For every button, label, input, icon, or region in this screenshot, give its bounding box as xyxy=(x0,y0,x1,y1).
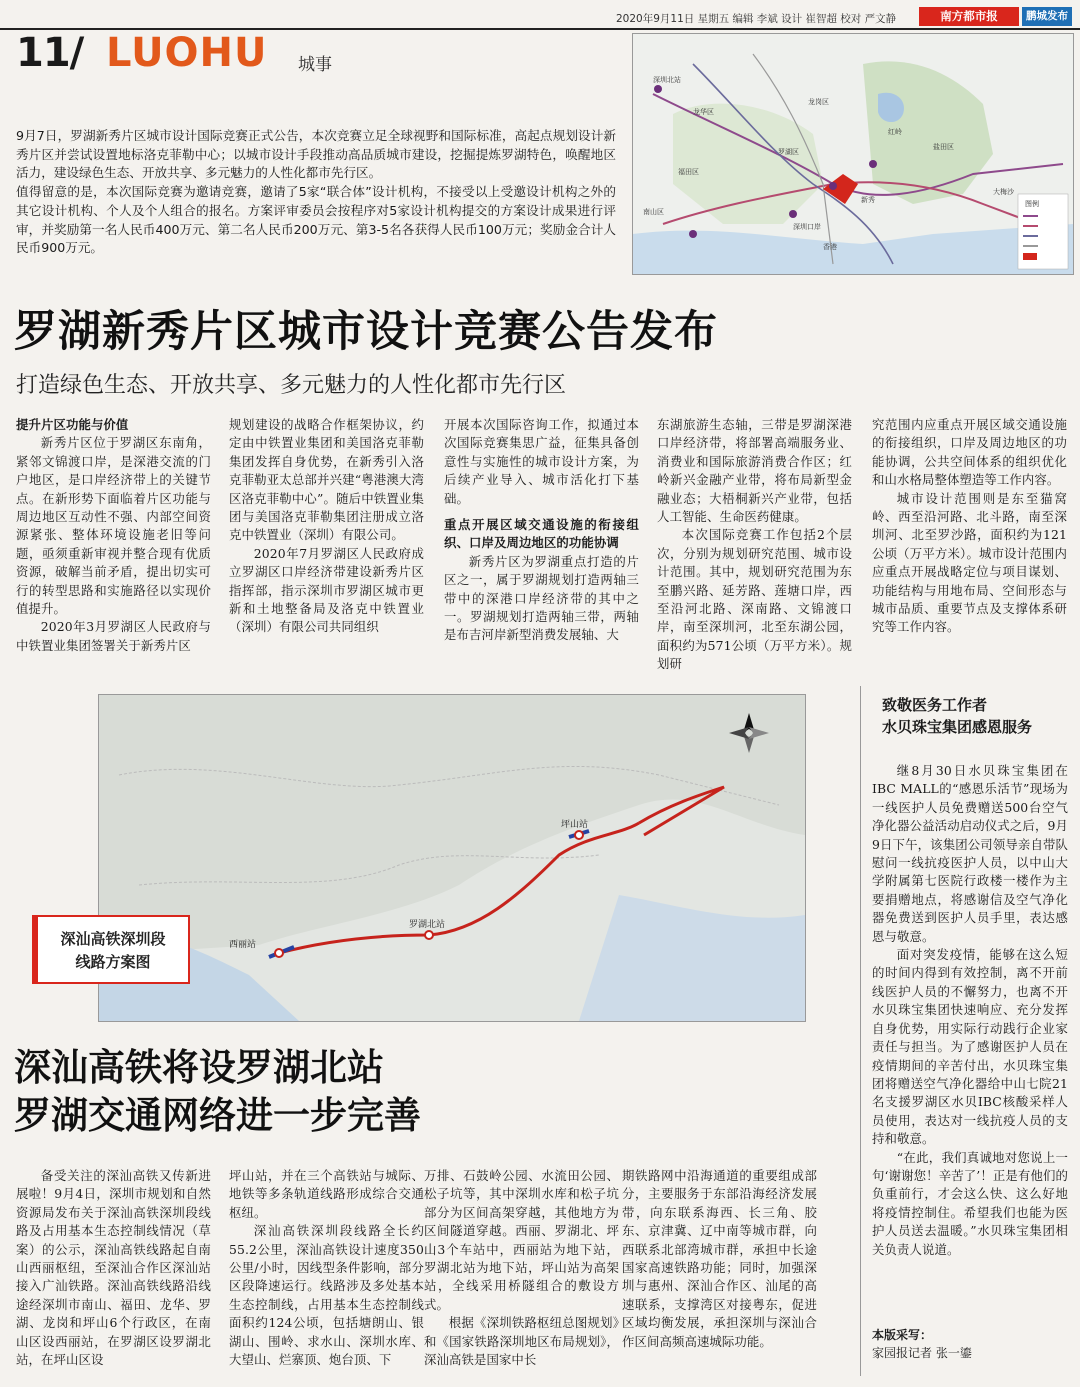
article1-column xyxy=(229,416,424,637)
section-label: 城事 xyxy=(298,55,332,75)
article2-column xyxy=(16,1167,211,1369)
map-node xyxy=(789,210,797,218)
section-heading: 重点开展区域交通设施的衔接组织、口岸及周边地区的功能协调 xyxy=(444,517,639,551)
map-node xyxy=(829,182,837,190)
headline-line: 深汕高铁将设罗湖北站 xyxy=(14,1046,384,1089)
map-label: 南山区 xyxy=(643,208,664,216)
station-label: 坪山站 xyxy=(561,820,589,830)
issue-weekday: 星期五 xyxy=(697,13,730,25)
sidebar-body xyxy=(872,762,1068,1259)
article2-column xyxy=(229,1167,424,1369)
sidebar-title xyxy=(882,694,1072,738)
paragraph: 期铁路网中沿海通道的重要组成部分，主要服务于东部沿海经济发展带，向东联系海西、长三角、胶东、京津冀、辽中南等城市群，向西联系北部湾城市群，承担中长途国家高速铁路功能；同时，加强深圳与惠州、深汕合作区、汕尾的高速联系，支撑湾区对接粤东，促进区域均衡发展，承担深圳与深汕合作区间高频高速城际功能。 xyxy=(622,1168,817,1349)
district-map-svg xyxy=(633,34,1073,274)
rail-map-caption xyxy=(32,915,190,984)
article1-column xyxy=(16,416,211,655)
article1-column xyxy=(872,416,1067,637)
paragraph: 继8月30日水贝珠宝集团在IBC MALL的“感恩乐活节”现场为一线医护人员免费赠送500台空气净化器公益活动启动仪式之后，9月9日下午，该集团公司领导亲自带队慰问一线抗疫医护人员，以中山大学附属第七医院行政楼一楼作为主要捐赠地点，将感谢信及空气净化器免费送到医护人员手里，表达感恩与敬意。 xyxy=(872,763,1068,944)
article2-headline xyxy=(14,1044,421,1140)
legend-title: 图例 xyxy=(1025,200,1039,208)
article1-subhead: 打造绿色生态、开放共享、多元魅力的人性化都市先行区 xyxy=(16,373,567,398)
brand-logo: 南方都市报 xyxy=(919,7,1019,26)
map-label: 香港 xyxy=(823,243,837,251)
map-label: 福田区 xyxy=(678,168,699,176)
paragraph: 面对突发疫情，能够在这么短的时间内得到有效控制，离不开前线医护人员的不懈努力，也离不开水贝珠宝集团快速响应、充分发挥自身优势，用实际行动践行企业家责任与担当。为了感谢医护人员在疫情期间的辛苦付出，水贝珠宝集团将赠送空气净化器给中山七院21名支援罗湖区水贝IBC核酸采样人员使用，表达对一线抗疫人员的支持和敬意。 xyxy=(872,947,1068,1147)
byline-name: 家园报记者 张一鎏 xyxy=(872,1346,972,1360)
paragraph: 2020年7月罗湖区人民政府成立罗湖区口岸经济带建设新秀片区指挥部，指示深圳市罗湖区城市更新和土地整备局及洛克中铁置业（深圳）有限公司共同组织 xyxy=(229,545,424,635)
map-node xyxy=(689,230,697,238)
caption-line: 深汕高铁深圳段 xyxy=(60,929,166,948)
map-label: 龙华区 xyxy=(693,108,714,116)
map-label: 深圳北站 xyxy=(653,76,681,84)
paragraph: 本次国际竞赛工作包括2个层次，分别为规划研究范围、城市设计范围。其中，规划研究范围为东至鹏兴路、延芳路、莲塘口岸，西至沿河北路、深南路、文锦渡口岸，南至深圳河，北至东湖公园，面积约为571公顷（万平方米）。规划研 xyxy=(657,527,852,672)
page-header xyxy=(16,30,376,84)
paragraph: 备受关注的深汕高铁又传新进展啦！9月4日，深圳市规划和自然资源局发布关于深汕高铁深圳段线路及占用基本生态控制线情况（草案）的公示，深汕高铁线路起自南山西丽枢纽，至深汕合作区深汕站接入广汕铁路。深汕高铁线路沿线途经深圳市南山、福田、龙华、罗湖、龙岗和坪山6个行政区，在南山区设西丽站，在罗湖区设罗湖北站，在坪山区设 xyxy=(16,1168,211,1368)
byline-label: 本版采写： xyxy=(872,1328,933,1342)
rail-route-map-svg xyxy=(99,695,805,1021)
issue-date: 2020年9月11日 xyxy=(616,13,695,25)
section-brand: 鹏城发布 xyxy=(1022,7,1072,26)
article2-column xyxy=(622,1167,817,1351)
map-label: 罗湖区 xyxy=(778,148,799,156)
paragraph: 规划建设的战略合作框架协议，约定由中铁置业集团和美国洛克菲勒集团发挥自身优势，在新秀引入洛克菲勒亚太总部并兴建“粤港澳大湾区洛克菲勒中心”。随后中铁置业集团与美国洛克菲勒集团注册成立洛克中铁置业（深圳）有限公司。 xyxy=(229,417,424,543)
district-map xyxy=(632,33,1074,275)
article1-headline: 罗湖新秀片区城市设计竞赛公告发布 xyxy=(14,307,718,357)
sidebar-divider xyxy=(860,686,861,1376)
masthead-meta xyxy=(616,11,896,26)
sidebar-title-line: 致敬医务工作者 xyxy=(882,696,988,714)
byline xyxy=(872,1326,1068,1362)
rail-route-map xyxy=(98,694,806,1022)
station-marker xyxy=(575,831,583,839)
article1-column xyxy=(444,416,639,645)
paragraph: 城市设计范围则是东至猫窝岭、西至沿河路、北斗路，南至深圳河、北至罗沙路，面积约为121公顷（万平方米）。城市设计范围内应重点开展战略定位与项目谋划、功能结构与用地布局、空间形态与城市品质、重要节点及支撑体系研究等工作内容。 xyxy=(872,490,1067,635)
paragraph: 究范围内应重点开展区域交通设施的衔接组织，口岸及周边地区的功能协调，公共空间体系的组织优化和山水格局整体塑造等工作内容。 xyxy=(872,417,1067,488)
lead-paragraph: 值得留意的是，本次国际竞赛为邀请竞赛，邀请了5家“联合体”设计机构，不接受以上受邀设计机构之外的其它设计机构、个人及个人组合的报名。方案评审委员会按程序对5家设计机构提交的方案设计成果进行评审，并奖励第一名人民币400万元、第二名人民币200万元、第3-5名各获得人民币100万元；奖励金合计人民币900万元。 xyxy=(16,184,616,256)
article1-column xyxy=(657,416,852,674)
lead-paragraph: 9月7日，罗湖新秀片区城市设计国际竞赛正式公告，本次竞赛立足全球视野和国际标准，高起点规划设计新秀片区并尝试设置地标洛克菲勒中心；以城市设计手段推动高品质城市建设，挖掘提炼罗湖特色，唤醒地区活力，建设绿色生态、开放共享、多元魅力的人性化都市先行区。 xyxy=(16,128,616,181)
paragraph: 深汕高铁深圳段线路全长约55.2公里，深汕高铁设计速度350公里/小时，因线型条件影响，部分区段降速运行。线路涉及多处基本生态控制线，占用基本生态控制线面积约124公顷，包括塘朗山、银湖山、围岭、求水山、深圳水库、大望山、烂寨顶、炮台顶、下 xyxy=(229,1223,424,1368)
paragraph: 新秀片区为罗湖重点打造的片区之一，属于罗湖规划打造两轴三带中的深港口岸经济带的其中之一。罗湖规划打造两轴三带，两轴是布吉河岸新型消费发展轴、大 xyxy=(444,553,639,643)
article2-column xyxy=(424,1167,619,1369)
map-label: 深圳口岸 xyxy=(793,223,821,231)
paragraph: “在此，我们真诚地对您说上一句‘谢谢您！辛苦了’！正是有他们的负重前行，才会这么快、这么好地将疫情控制住。希望我们也能为医护人员送去温暖。”水贝珠宝集团相关负责人说道。 xyxy=(872,1149,1068,1257)
masthead xyxy=(0,0,1080,28)
map-label: 新秀 xyxy=(861,196,875,204)
paragraph: 根据《深圳铁路枢纽总图规划》和《国家铁路深圳地区布局规划》，深汕高铁是国家中长 xyxy=(424,1315,619,1368)
caption-line: 线路方案图 xyxy=(75,952,151,971)
issue-credits: 编辑 李斌 设计 崔智超 校对 严文静 xyxy=(732,13,897,25)
station-label: 西丽站 xyxy=(229,940,257,950)
station-marker xyxy=(425,931,433,939)
paragraph: 开展本次国际咨询工作，拟通过本次国际竞赛集思广益，征集具备创意性与实施性的城市设计方案，为后续产业导入、城市活化打下基础。 xyxy=(444,417,639,506)
paragraph: 万排、石鼓岭公园、水流田公园、松子坑等，其中深圳水库和松子坑部分为区间高架穿越，其他地方为区间隧道穿越。西丽、罗湖北、坪山3个车站中，西丽站为地下站，罗湖北站为地下站，坪山站为高架站，全线采用桥隧组合的敷设方式。 xyxy=(424,1168,619,1312)
station-label: 罗湖北站 xyxy=(409,920,446,930)
page-number: 11/ xyxy=(16,30,84,76)
district-name: LUOHU xyxy=(106,30,268,76)
paragraph: 新秀片区位于罗湖区东南角，紧邻文锦渡口岸，是深港交流的门户地区，是口岸经济带上的关键节点。在新形势下面临着片区功能与周边地区互动性不强、内部空间资源紧张、整体环境设施老旧等问题，亟须重新审视并整合现有优质资源，破解当前矛盾，提出切实可行的转型思路和实施路径以实现价值提升。 xyxy=(16,435,211,617)
paragraph: 2020年3月罗湖区人民政府与中铁置业集团签署关于新秀片区 xyxy=(16,619,211,653)
paragraph: 坪山站，并在三个高铁站与城际、地铁等多条轨道线路形成综合交通枢纽。 xyxy=(229,1168,424,1220)
map-label: 龙岗区 xyxy=(808,98,829,106)
section-heading: 提升片区功能与价值 xyxy=(16,417,129,432)
map-legend xyxy=(1018,194,1068,269)
map-node xyxy=(869,160,877,168)
map-node xyxy=(654,85,662,93)
map-label: 大梅沙 xyxy=(993,188,1014,196)
sidebar-title-line: 水贝珠宝集团感恩服务 xyxy=(882,718,1033,736)
lead-text xyxy=(16,127,616,258)
headline-line: 罗湖交通网络进一步完善 xyxy=(14,1094,421,1137)
map-label: 红岭 xyxy=(888,128,902,136)
station-marker xyxy=(275,949,283,957)
paragraph: 东湖旅游生态轴，三带是罗湖深港口岸经济带，将部署高端服务业、消费业和国际旅游消费合作区；红岭新兴金融产业带，将布局新型金融业态；大梧桐新兴产业带，包括人工智能、生命医药健康。 xyxy=(657,417,852,525)
map-label: 盐田区 xyxy=(933,143,954,151)
